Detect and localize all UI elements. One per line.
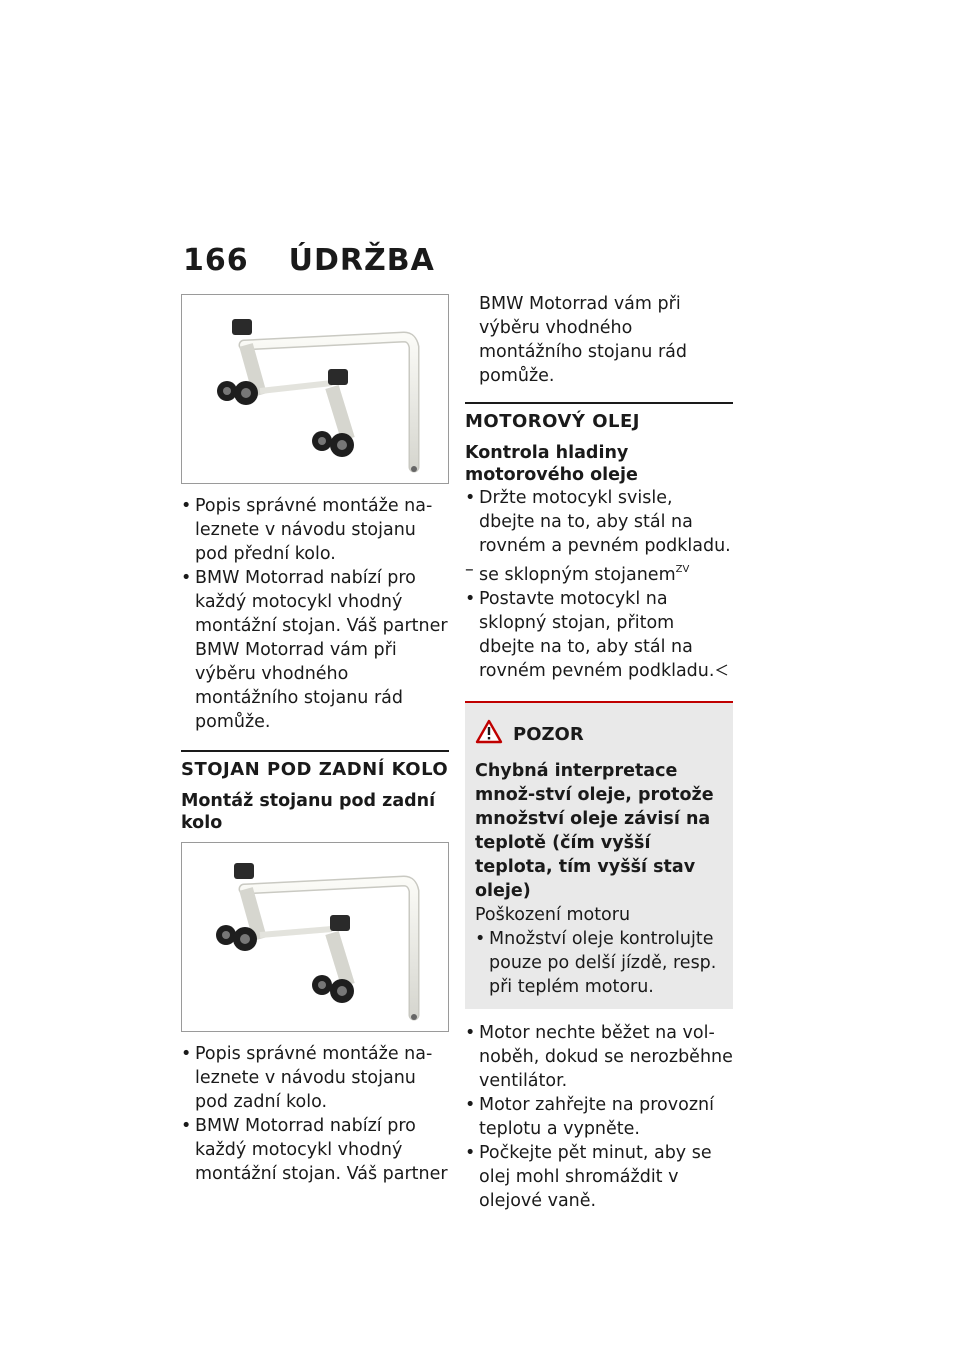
list-item: • Motor nechte běžet na vol-noběh, dokud se nerozběhne ventilátor.: [465, 1021, 733, 1093]
front-stand-figure: [181, 294, 449, 484]
continued-text: BMW Motorrad vám při výběru vhodného montážního stojanu rád pomůže.: [479, 294, 687, 386]
condition-text: se sklopným stojanem: [479, 565, 676, 585]
warning-triangle-icon: [475, 719, 503, 751]
optional-equipment-mark: ZV: [675, 564, 690, 575]
warning-box: [465, 701, 733, 1009]
rear-wheel-stand-image: [182, 843, 448, 1031]
condition-item: [465, 558, 733, 587]
chapter-title: ÚDRŽBA: [288, 243, 435, 278]
list-item: • BMW Motorrad nabízí pro každý motocykl vhodný montážní stojan. Váš partner: [181, 1114, 449, 1186]
warning-header: [475, 719, 723, 751]
left-column: [181, 294, 449, 1186]
list-item: • Počkejte pět minut, aby se olej mohl shromáždit v olejové vaně.: [465, 1141, 733, 1213]
warning-advice: • Množství oleje kontrolujte pouze po delší jízdě, resp. při teplém motoru.: [475, 927, 723, 999]
section-divider: [181, 750, 449, 834]
page-heading: [183, 243, 435, 278]
list-item: • BMW Motorrad nabízí pro každý motocykl vhodný montážní stojan. Váš partner BMW Motorrad vám při výběru vhodného montážního stojanu rád pomůže.: [181, 566, 449, 734]
subhead-rear-stand: Montáž stojanu pod zadní kolo: [181, 791, 436, 833]
warning-consequence: Poškození motoru: [475, 905, 631, 925]
warning-title: Chybná interpretace množ-ství oleje, protože množství oleje závisí na teplotě (čím vyšší teplota, tím vyšší stav oleje): [475, 761, 714, 901]
list-item: • Držte motocykl svisle, dbejte na to, aby stál na rovném a pevném podkladu.: [465, 486, 733, 558]
list-item: • Popis správné montáže na-leznete v návodu stojanu pod přední kolo.: [181, 494, 449, 566]
page-number: 166: [183, 243, 249, 278]
end-of-action-icon: [716, 659, 728, 683]
section-divider: [465, 402, 733, 486]
list-item-text: Postavte motocykl na sklopný stojan, přitom dbejte na to, aby stál na rovném pevném podkladu.: [479, 589, 715, 681]
section-title-rear-stand: STOJAN POD ZADNÍ KOLO: [181, 759, 449, 780]
front-wheel-stand-image: [182, 295, 448, 483]
list-item: • Motor zahřejte na provozní teplotu a vypněte.: [465, 1093, 733, 1141]
section-title-engine-oil: MOTOROVÝ OLEJ: [465, 411, 640, 432]
rear-stand-figure: [181, 842, 449, 1032]
right-column: [465, 292, 733, 1213]
list-item: [465, 587, 733, 683]
list-item: • Popis správné montáže na-leznete v návodu stojanu pod zadní kolo.: [181, 1042, 449, 1114]
warning-label: POZOR: [513, 724, 584, 745]
subhead-oil-check: Kontrola hladiny motorového oleje: [465, 443, 638, 485]
